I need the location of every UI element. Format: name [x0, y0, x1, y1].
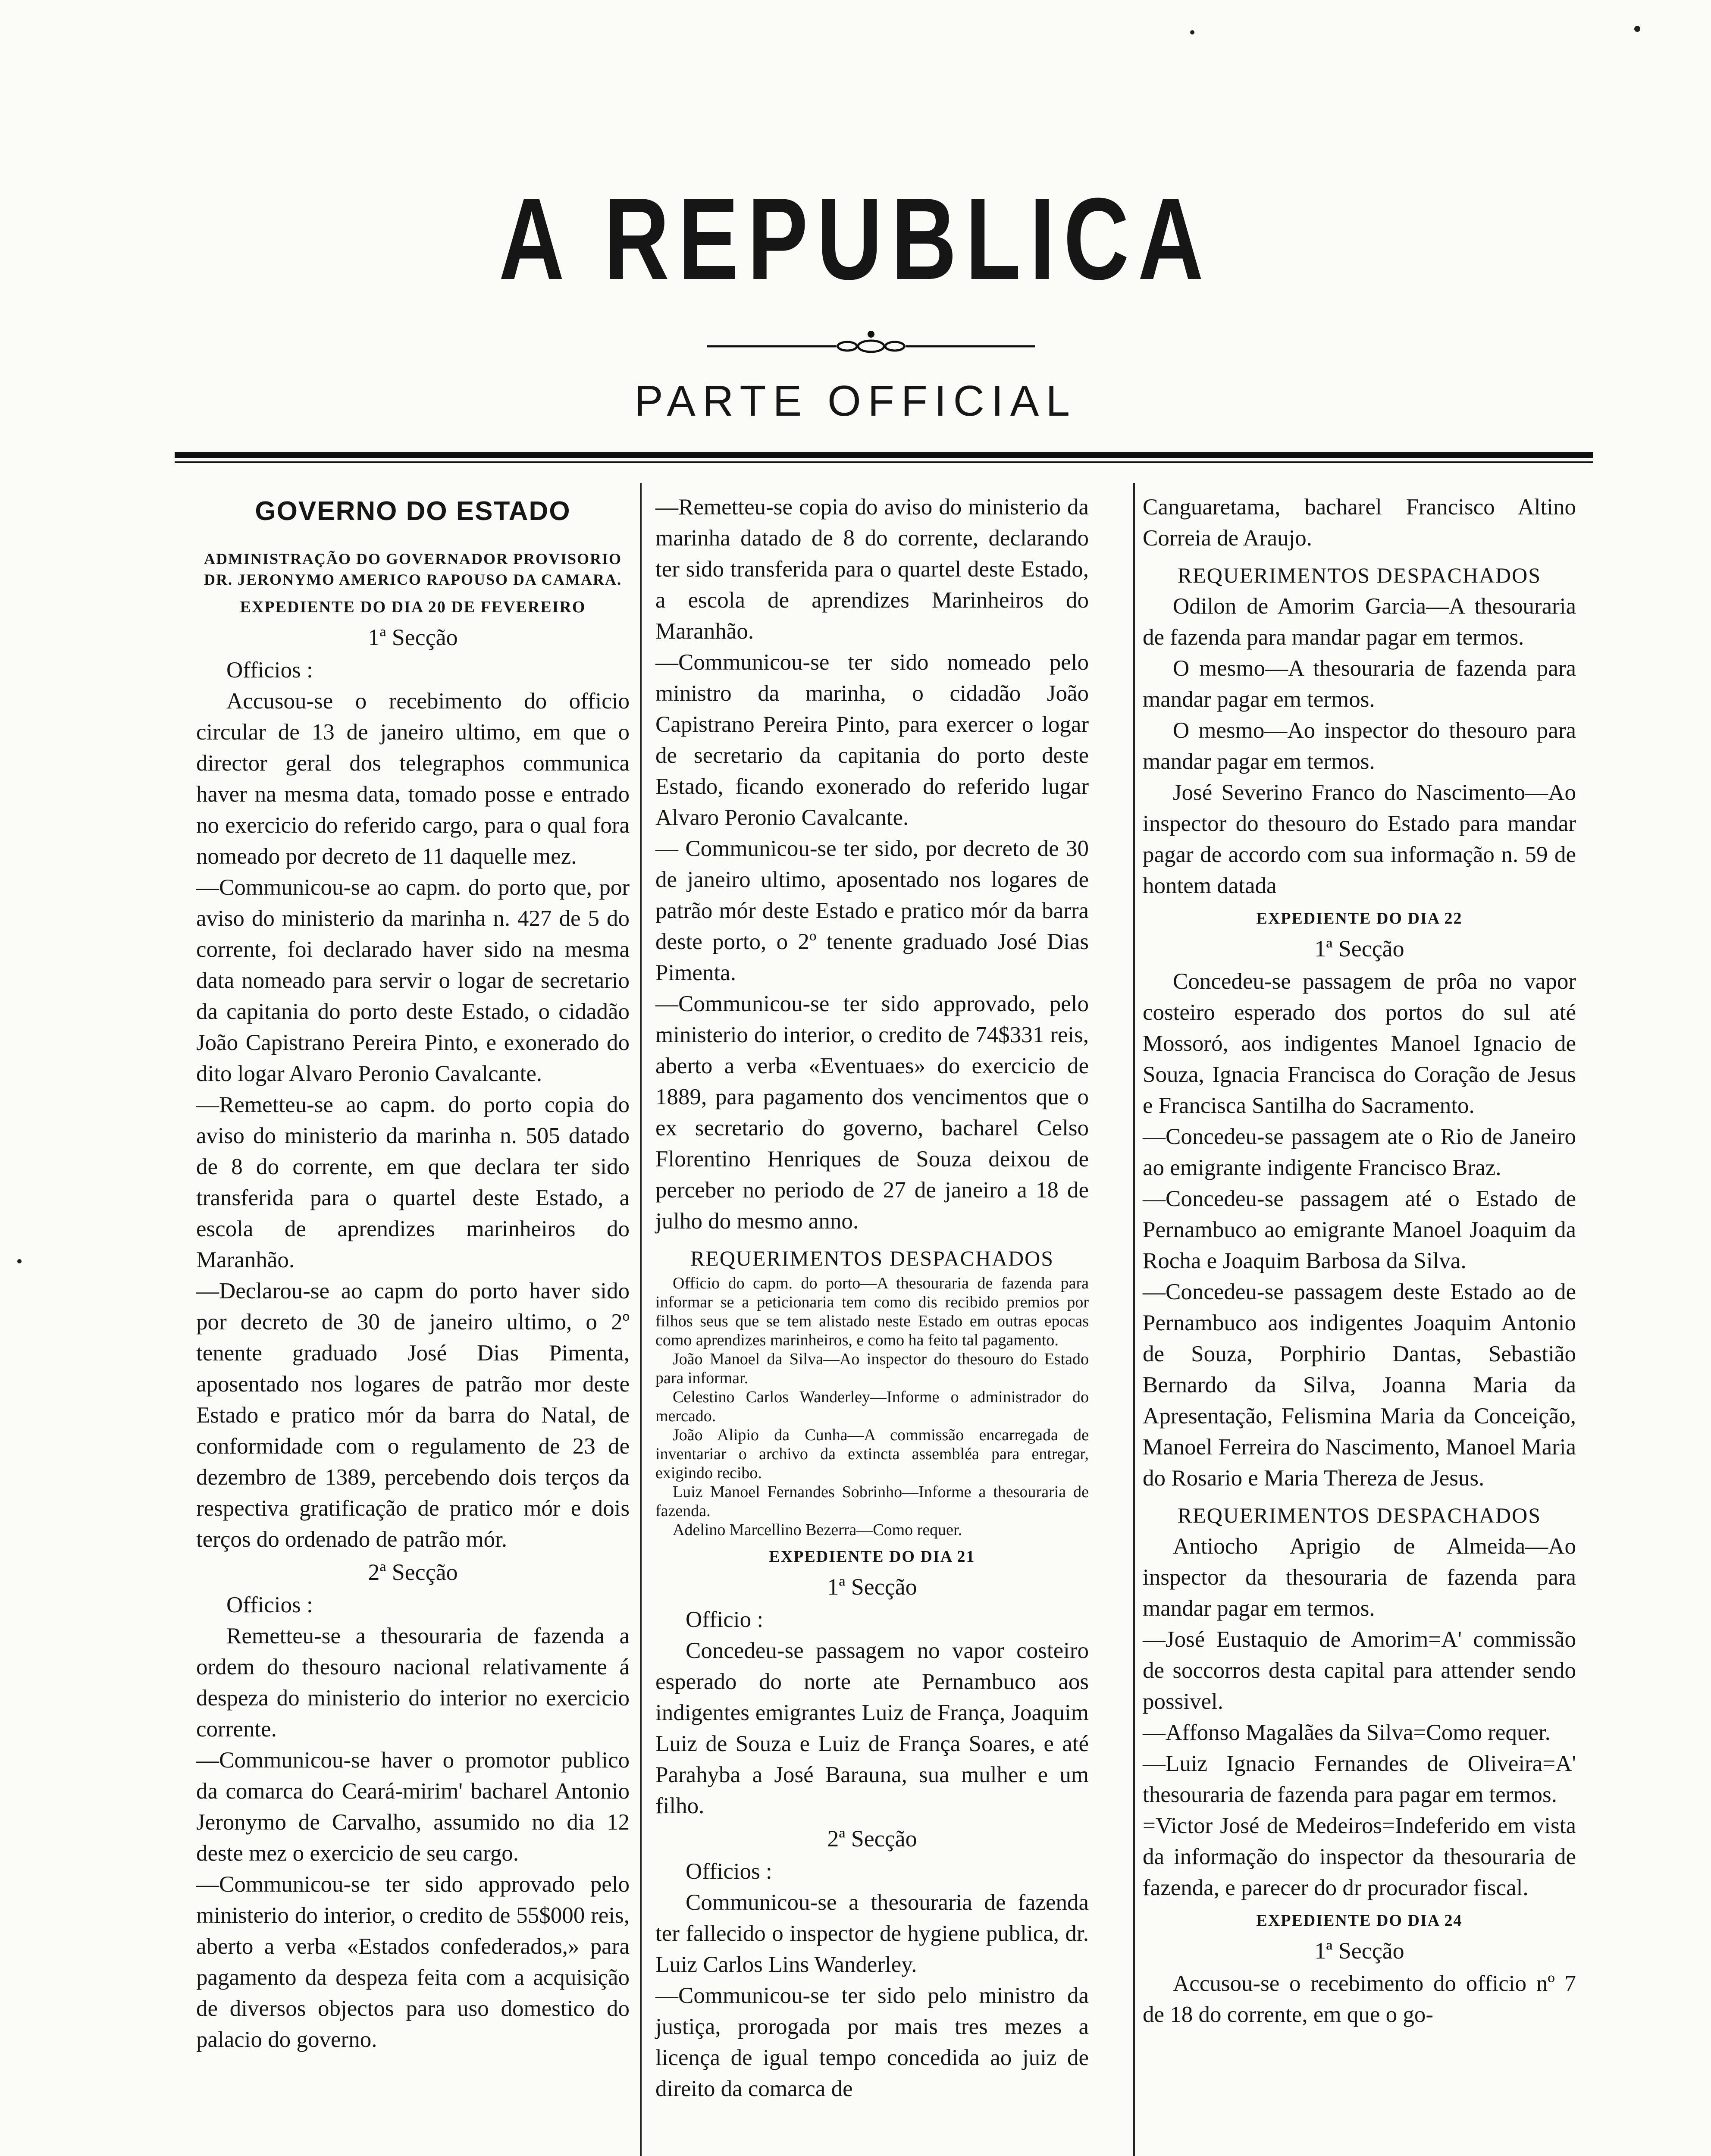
secao-heading: 1ª Secção [1314, 936, 1404, 962]
paragraph: Communicou-se a thesouraria de fazenda ter fallecido o inspector de hygiene publica, dr. Luiz Carlos Lins Wanderley. [655, 1890, 1089, 1977]
column-divider [1133, 483, 1135, 2156]
section-title: PARTE OFFICIAL [634, 377, 1077, 425]
paragraph: —Communicou-se ter sido pelo ministro da justiça, prorogada por mais tres mezes a licença de igual tempo concedida ao juiz de direito da comarca de [655, 1983, 1089, 2101]
newspaper-masthead: A REPUBLICA [498, 174, 1213, 304]
paragraph: —Communicou-se ao capm. do porto que, por aviso do ministerio da marinha n. 427 de 5 do corrente, foi declarado haver sido na mesma data nomeado para servir o logar de secretario da capitania do porto deste Estado, o cidadão João Capistrano Pereira Pinto, e exonerado do dito logar Alvaro Peronio Cavalcante. [196, 875, 630, 1086]
scan-speck [1190, 30, 1194, 34]
column-2 [655, 492, 1089, 2104]
paragraph: —Communicou-se ter sido approvado pelo ministerio do interior, o credito de 55$000 reis, aberto a verba «Estados confederados,» para pagamento da despeza feita com a acquisição de diversos objectos para uso domestico do palacio do governo. [196, 1872, 630, 2052]
paragraph: Accusou-se o recebimento do officio nº 7 de 18 do corrente, em que o go- [1143, 1971, 1576, 2027]
requerimentos-heading: REQUERIMENTOS DESPACHADOS [690, 1246, 1054, 1270]
scan-speck [17, 1259, 22, 1263]
paragraph: José Severino Franco do Nascimento—Ao inspector do thesouro do Estado para mandar pagar de accordo com sua informação n. 59 de hontem datada [1143, 780, 1576, 898]
officios-label: Officios : [226, 1592, 313, 1617]
requerimentos-heading: REQUERIMENTOS DESPACHADOS [1177, 1503, 1542, 1527]
paragraph: —José Eustaquio de Amorim=A' commissão de soccorros desta capital para attender sendo possivel. [1143, 1627, 1576, 1714]
officios-label: Officios : [686, 1859, 772, 1884]
secao-heading: 2ª Secção [368, 1559, 458, 1585]
paragraph: —Communicou-se haver o promotor publico da comarca do Ceará-mirim' bacharel Antonio Jeronymo de Carvalho, assumido no dia 12 deste mez o exercicio de seu cargo. [196, 1748, 630, 1866]
paragraph: O mesmo—A thesouraria de fazenda para mandar pagar em termos. [1143, 656, 1576, 712]
paragraph: Accusou-se o recebimento do officio circular de 13 de janeiro ultimo, em que o director geral dos telegraphos communica haver na mesma data, tomado posse e entrado no exercicio do referido cargo, para o qual fora nomeado por decreto de 11 daquelle mez. [196, 689, 630, 869]
ornament-divider [707, 330, 1035, 356]
paragraph: Odilon de Amorim Garcia—A thesouraria de fazenda para mandar pagar em termos. [1143, 594, 1576, 650]
expediente-heading: EXPEDIENTE DO DIA 20 DE FEVEREIRO [240, 598, 586, 616]
paragraph: —Communicou-se ter sido nomeado pelo ministro da marinha, o cidadão João Capistrano Pereira Pinto, para exercer o logar de secretario da capitania do porto deste Estado, ficando exonerado do referido lugar Alvaro Peronio Cavalcante. [655, 650, 1089, 830]
paragraph: —Luiz Ignacio Fernandes de Oliveira=A' thesouraria de fazenda para pagar em termos. [1143, 1751, 1576, 1807]
column-divider [640, 483, 642, 2156]
dispatch-entry: Luiz Manoel Fernandes Sobrinho—Informe a thesouraria de fazenda. [655, 1483, 1089, 1520]
paragraph: Concedeu-se passagem no vapor costeiro esperado do norte ate Pernambuco aos indigentes emigrantes Luiz de França, Joaquim Luiz de Souza e Luiz de França Soares, e até Parahyba a José Barauna, sua mulher e um filho. [655, 1638, 1089, 1818]
secao-heading: 1ª Secção [1314, 1938, 1404, 1964]
paragraph: —Concedeu-se passagem deste Estado ao de Pernambuco aos indigentes Joaquim Antonio de Souza, Porphirio Dantas, Sebastião Bernardo da Silva, Joanna Maria da Apresentação, Felismina Maria da Conceição, Manoel Ferreira do Nascimento, Manoel Maria do Rosario e Maria Thereza de Jesus. [1143, 1279, 1576, 1491]
paragraph: —Concedeu-se passagem até o Estado de Pernambuco ao emigrante Manoel Joaquim da Rocha e Joaquim Barbosa da Silva. [1143, 1186, 1576, 1273]
dispatch-entry: João Alipio da Cunha—A commissão encarregada de inventariar o archivo da extincta assembléa para entregar, exigindo recibo. [655, 1426, 1089, 1482]
secao-heading: 1ª Secção [827, 1574, 917, 1600]
expediente-heading: EXPEDIENTE DO DIA 22 [1256, 909, 1463, 928]
column-1 [196, 492, 630, 2055]
secao-heading: 2ª Secção [827, 1826, 917, 1852]
admin-subheading: ADMINISTRAÇÃO DO GOVERNADOR PROVISORIO DR. JERONYMO AMERICO RAPOUSO DA CAMARA. [204, 550, 622, 588]
dispatch-entry: Celestino Carlos Wanderley—Informe o administrador do mercado. [655, 1388, 1089, 1425]
paragraph: —Concedeu-se passagem ate o Rio de Janeiro ao emigrante indigente Francisco Braz. [1143, 1124, 1576, 1180]
dispatch-entry: João Manoel da Silva—Ao inspector do thesouro do Estado para informar. [655, 1350, 1089, 1387]
paragraph: Remetteu-se a thesouraria de fazenda a ordem do thesouro nacional relativamente á despeza do ministerio do interior no exercicio corrente. [196, 1623, 630, 1742]
column-3 [1143, 492, 1576, 2030]
paragraph: —Declarou-se ao capm do porto haver sido por decreto de 30 de janeiro ultimo, o 2º tenente graduado José Dias Pimenta, aposentado nos logares de patrão mor deste Estado e pratico mór da barra do Natal, de conformidade com o regulamento de 23 de dezembro de 1389, percebendo dois terços da respectiva gratificação de pratico mór e dois terços do ordenado de patrão mór. [196, 1279, 630, 1552]
dispatch-entry: Officio do capm. do porto—A thesouraria de fazenda para informar se a peticionaria tem como dis recibido premios por filhos seus que se tem alistado neste Estado em outras epocas como aprendizes marinheiros, e como ha feito tal pagamento. [655, 1274, 1089, 1349]
dispatch-entry: Adelino Marcellino Bezerra—Como requer. [673, 1521, 962, 1539]
secao-heading: 1ª Secção [368, 624, 458, 650]
paragraph: =Victor José de Medeiros=Indeferido em vista da informação do inspector da thesouraria de fazenda, e parecer do dr procurador fiscal. [1143, 1813, 1576, 1900]
paragraph: —Affonso Magalães da Silva=Como requer. [1143, 1720, 1551, 1745]
paragraph: — Communicou-se ter sido, por decreto de 30 de janeiro ultimo, aposentado nos logares de patrão mór deste Estado e pratico mór da barra deste porto, o 2º tenente graduado José Dias Pimenta. [655, 836, 1089, 985]
header-rule [175, 452, 1593, 458]
section-heading: GOVERNO DO ESTADO [255, 496, 571, 526]
expediente-heading: EXPEDIENTE DO DIA 24 [1256, 1912, 1463, 1930]
requerimentos-heading: REQUERIMENTOS DESPACHADOS [1177, 563, 1542, 587]
header-rule-thin [175, 461, 1593, 463]
paragraph: O mesmo—Ao inspector do thesouro para mandar pagar em termos. [1143, 718, 1576, 774]
paragraph: —Remetteu-se ao capm. do porto copia do aviso do ministerio da marinha n. 505 datado de 8 do corrente, em que declara ter sido transferida para o quartel deste Estado, a escola de aprendizes marinheiros do Maranhão. [196, 1092, 630, 1272]
scan-speck [1634, 26, 1640, 32]
officio-label: Officio : [686, 1607, 764, 1632]
paragraph: Antiocho Aprigio de Almeida—Ao inspector da thesouraria de fazenda para mandar pagar em termos. [1143, 1534, 1576, 1621]
paragraph: Concedeu-se passagem de prôa no vapor costeiro esperado dos portos do sul até Mossoró, aos indigentes Manoel Ignacio de Souza, Ignacia Francisca do Coração de Jesus e Francisca Santilha do Sacramento. [1143, 969, 1576, 1118]
paragraph: —Communicou-se ter sido approvado, pelo ministerio do interior, o credito de 74$331 reis, aberto a verba «Eventuaes» do exercicio de 1889, para pagamento dos vencimentos que o ex secretario do governo, bacharel Celso Florentino Henriques de Souza deixou de perceber no periodo de 27 de janeiro a 18 de julho do mesmo anno. [655, 991, 1089, 1234]
officios-label: Officios : [226, 658, 313, 683]
paragraph: Canguaretama, bacharel Francisco Altino Correia de Araujo. [1143, 495, 1576, 551]
expediente-heading: EXPEDIENTE DO DIA 21 [769, 1548, 975, 1566]
paragraph: —Remetteu-se copia do aviso do ministerio da marinha datado de 8 do corrente, declarando ter sido transferida para o quartel deste Estado, a escola de aprendizes Marinheiros do Maranhão. [655, 495, 1089, 644]
